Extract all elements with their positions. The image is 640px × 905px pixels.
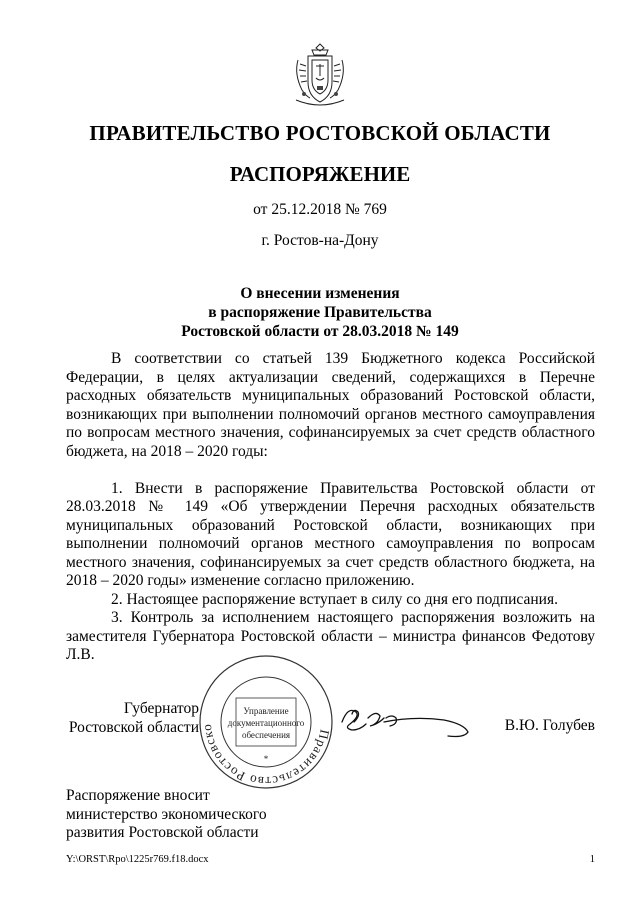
item-3-paragraph: 3. Контроль за исполнением настоящего распоряжения возложить на заместителя Губернатора Ростовской области – министра финансов Федотову Л.В.	[66, 609, 595, 663]
document-date-number: от 25.12.2018 № 769	[253, 201, 387, 218]
svg-text:*: *	[263, 754, 269, 764]
footer-file-path: Y:\ORST\Rpo\1225r769.f18.docx	[66, 854, 209, 865]
subject-line-2: в распоряжение Правительства	[208, 304, 432, 321]
stamp-inner-line-1: Управление	[243, 706, 289, 716]
subject-line-3: Ростовской области от 28.03.2018 № 149	[181, 323, 459, 340]
document-body	[66, 350, 595, 665]
official-stamp	[198, 654, 334, 790]
footer-page-number: 1	[589, 854, 595, 865]
signatory-name: В.Ю. Голубев	[504, 717, 595, 734]
signatory-position-line-2: Ростовской области	[68, 718, 199, 736]
submitted-by-note	[66, 787, 267, 843]
stamp-inner-line-3: обеспечения	[241, 730, 291, 740]
document-type-heading: РАСПОРЯЖЕНИЕ	[229, 162, 411, 186]
document-city: г. Ростов-на-Дону	[261, 232, 379, 249]
preamble-paragraph: В соответствии со статьей 139 Бюджетного кодекса Российской Федерации, в целях актуализации сведений, содержащихся в Перечне расходных обязательств муниципальных образований Ростовской области, возникающих при выполнении полномочий органов местного самоуправления по вопросам местного значения, софинансируемых за счет средств областного бюджета, на 2018 – 2020 годы:	[66, 350, 595, 460]
stamp-ring-text: Правительство Ростовско	[198, 722, 333, 790]
note-line-1: Распоряжение вносит	[66, 787, 210, 804]
coat-of-arms-emblem	[290, 40, 350, 110]
organization-title: ПРАВИТЕЛЬСТВО РОСТОВСКОЙ ОБЛАСТИ	[89, 121, 551, 145]
item-1-paragraph: 1. Внести в распоряжение Правительства Ростовской области от 28.03.2018 № 149 «Об утверждении Перечня расходных обязательств муниципальных образований Ростовской области, возникающих при выполнении полномочий органов местного самоуправления по вопросам местного значения, софинансируемых за счет средств областного бюджета, на 2018 – 2020 годы» изменение согласно приложению.	[66, 479, 595, 589]
signatory-position-line-1: Губернатор	[123, 700, 199, 717]
subject-line-1: О внесении изменения	[240, 285, 400, 302]
handwritten-signature	[338, 700, 478, 740]
signatory-position	[66, 700, 199, 737]
stamp-inner-line-2: документационного	[227, 718, 305, 728]
note-line-2: министерство экономического	[66, 805, 267, 823]
document-subject	[0, 284, 640, 341]
item-2-paragraph: 2. Настоящее распоряжение вступает в силу со дня его подписания.	[111, 590, 558, 608]
note-line-3: развития Ростовской области	[66, 824, 259, 841]
